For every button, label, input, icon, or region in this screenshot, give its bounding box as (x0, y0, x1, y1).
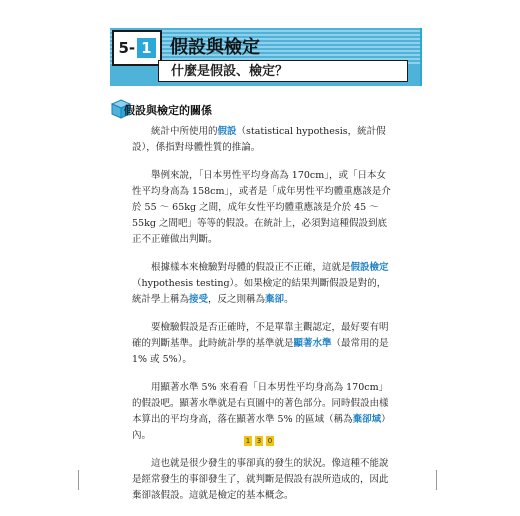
text-run: 要檢驗假設是否正確時，不是單靠主觀認定，最好要有明確的判斷基準。此時統計學的基準就是 (132, 322, 389, 349)
crop-mark (78, 470, 79, 490)
text-run: 用顯著水準 5% 來看看「日本男性平均身高為 170cm」的假設吧。顯著水準就是右頁圖中的著色部分。同時假設由樣本算出的平均身高，落在顯著水準 5% 的區域（稱為 (132, 382, 389, 425)
crop-mark (436, 470, 437, 490)
paragraph-3 (132, 260, 392, 308)
text-run: 。 (284, 294, 294, 305)
text-run: 統計中所使用的 (151, 126, 218, 137)
keyword-hypothesis: 假設 (217, 126, 237, 137)
page-digit: 3 (256, 437, 262, 445)
header-edge-line (420, 28, 422, 86)
section-title: 假設與檢定的關係 (124, 104, 212, 117)
keyword-rejection-region: 棄卻域 (352, 414, 382, 425)
text-run: 舉例來說，「日本男性平均身高為 170cm」，或「日本女性平均身高為 158cm」，或者是「成年男性平均體重應該是介於 55 ～ 65kg 之間，成年女性平均體重應該是介於 45 ～ 55kg 之間吧」等等的假設。在統計上，必須對這種假設到底正不正確做出判斷。 (132, 170, 391, 245)
text-run: ）內。 (132, 414, 391, 441)
page-number (244, 436, 274, 446)
text-run: 這也就是很少發生的事卻真的發生的狀況。像這種不能說是經常發生的事卻發生了，就判斷是假設有誤所造成的，因此棄卻該假設。這就是檢定的基本概念。 (132, 458, 389, 501)
chapter-number: 5- (118, 39, 136, 57)
chapter-number-box (112, 30, 162, 66)
paragraph-6 (132, 456, 392, 504)
text-run: （最常用的是 1% 或 5%）。 (132, 338, 389, 365)
page-digit: 0 (267, 437, 273, 445)
text-run: ，反之則稱為 (208, 294, 266, 305)
paragraph-4 (132, 320, 392, 368)
text-run: 根據樣本來檢驗對母體的假設正不正確，這就是 (151, 262, 351, 273)
text-run: （hypothesis testing）。如果檢定的結果判斷假設是對的，統計學上稱為 (132, 278, 387, 305)
text-run: （statistical hypothesis，統計假設），係指對母體性質的推論。 (132, 126, 386, 153)
chapter-title: 假設與檢定 (170, 37, 260, 58)
paragraph-5 (132, 380, 392, 444)
keyword-hypothesis-testing: 假設檢定 (350, 262, 389, 273)
keyword-significance-level: 顯著水準 (293, 338, 332, 349)
section-number: 1 (137, 38, 155, 58)
body-text (132, 124, 392, 516)
paragraph-1 (132, 124, 392, 156)
keyword-accept: 接受 (189, 294, 209, 305)
page-digit: 1 (245, 437, 251, 445)
paragraph-2 (132, 168, 392, 248)
chapter-subtitle: 什麼是假設、檢定？ (158, 60, 408, 82)
keyword-reject: 棄卻 (265, 294, 285, 305)
